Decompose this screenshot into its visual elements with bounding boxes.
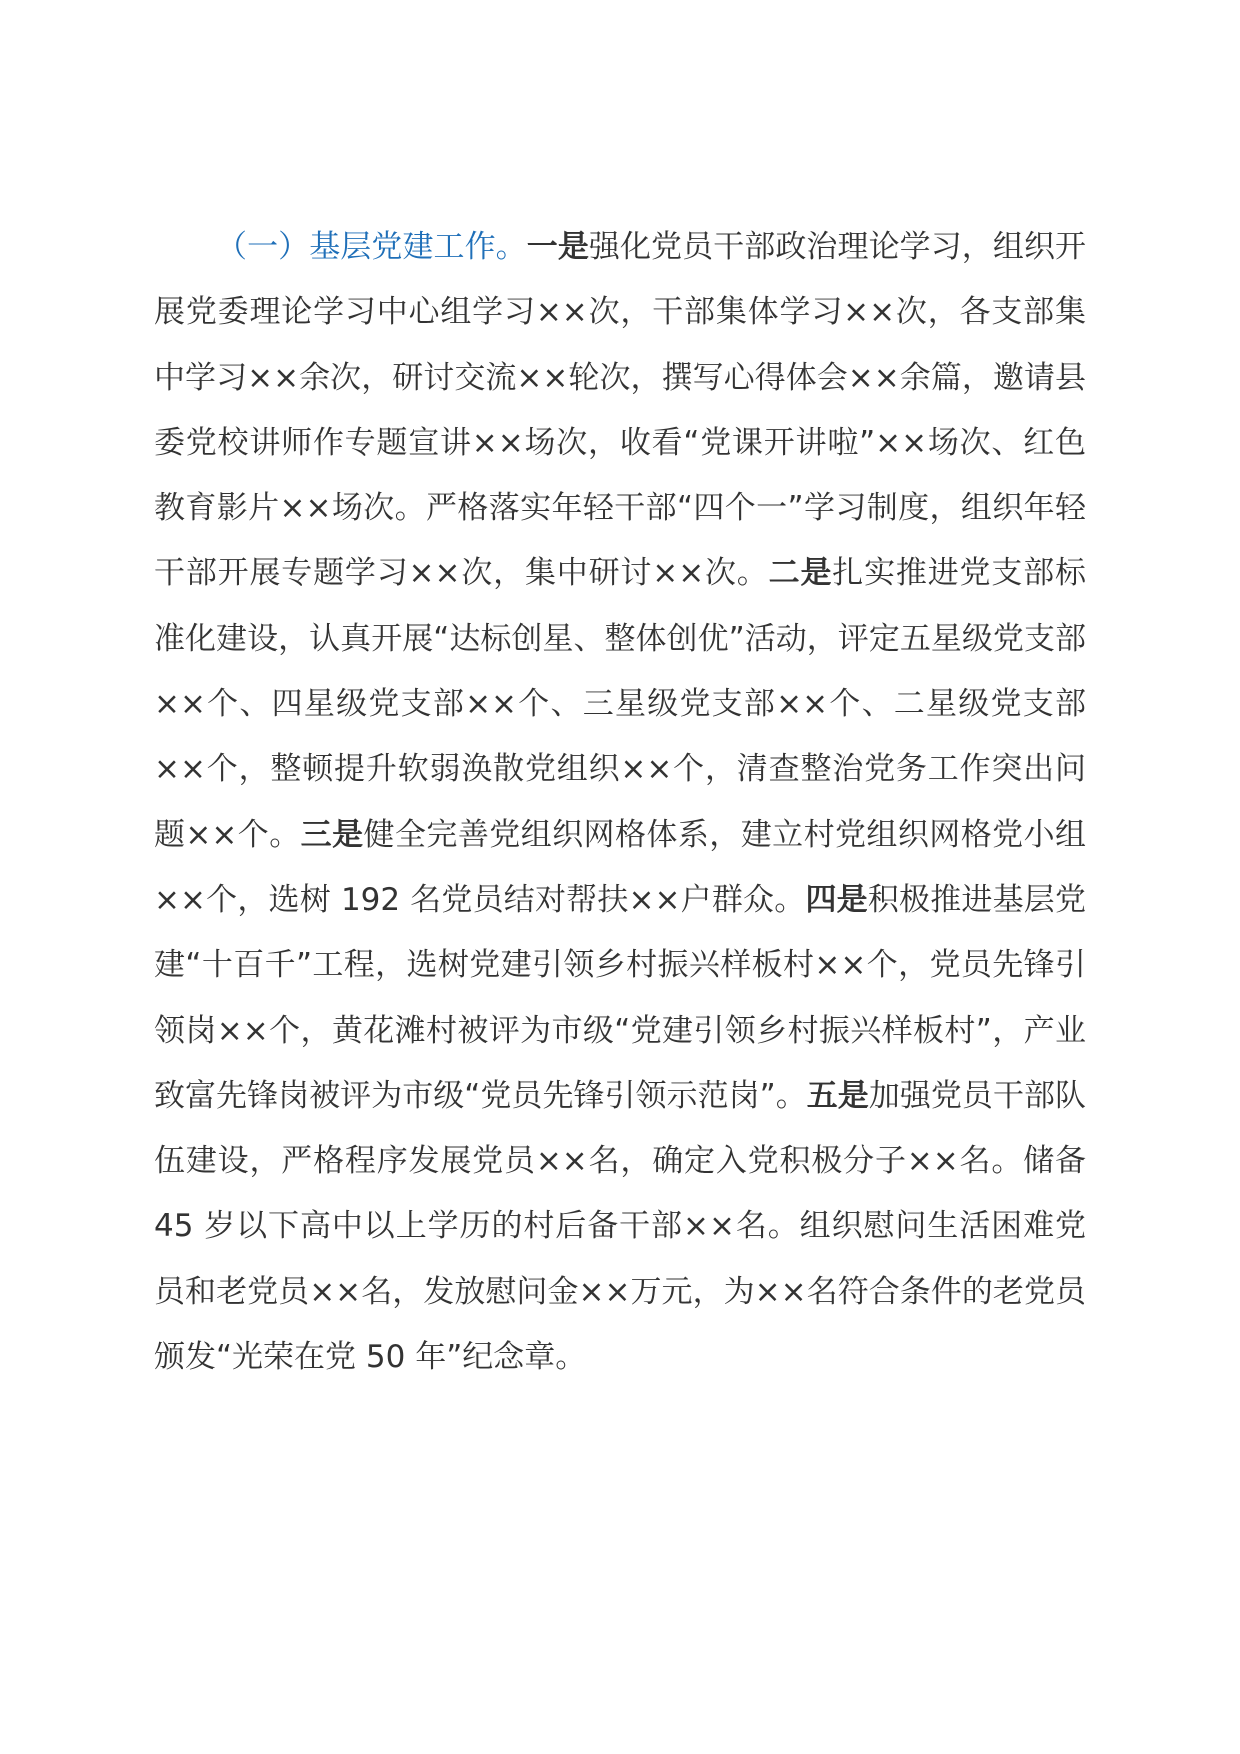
lead-phrase-1: 一是 [526, 229, 589, 265]
lead-phrase-3: 三是 [300, 816, 364, 853]
lead-phrase-2: 二是 [768, 555, 833, 592]
paragraph-party-building [154, 215, 1086, 1390]
body-text-4: 积极推进基层党建“十百千”工程，选树党建引领乡村振兴样板村××个，党员先锋引领岗××个，黄花滩村被评为市级“党建引领乡村振兴样板村”，产业致富先锋岗被评为市级“党员先锋引领示范岗”。 [154, 881, 1087, 1114]
lead-phrase-4: 四是 [805, 881, 868, 918]
body-text-2: 扎实推进党支部标准化建设，认真开展“达标创星、整体创优”活动，评定五星级党支部××个、四星级党支部××个、三星级党支部××个、二星级党支部××个，整顿提升软弱涣散党组织××个，清查整治党务工作突出问题××个。 [154, 555, 1087, 853]
section-heading: （一）基层党建工作。 [216, 229, 527, 265]
lead-phrase-5: 五是 [806, 1077, 869, 1114]
body-text-3: 健全完善党组织网格体系，建立村党组织网格党小组××个，选树 192 名党员结对帮扶××户群众。 [154, 816, 1087, 918]
body-text-5: 加强党员干部队伍建设，严格程序发展党员××名，确定入党积极分子××名。储备 45 岁以下高中以上学历的村后备干部××名。组织慰问生活困难党员和老党员××名，发放慰问金××万元，为××名符合条件的老党员颁发“光荣在党 50 年”纪念章。 [154, 1077, 1087, 1376]
body-text-1: 强化党员干部政治理论学习，组织开展党委理论学习中心组学习××次，干部集体学习××次，各支部集中学习××余次，研讨交流××轮次，撰写心得体会××余篇，邀请县委党校讲师作专题宣讲××场次，收看“党课开讲啦”××场次、红色教育影片××场次。严格落实年轻干部“四个一”学习制度，组织年轻干部开展专题学习××次，集中研讨××次。 [154, 229, 1087, 592]
